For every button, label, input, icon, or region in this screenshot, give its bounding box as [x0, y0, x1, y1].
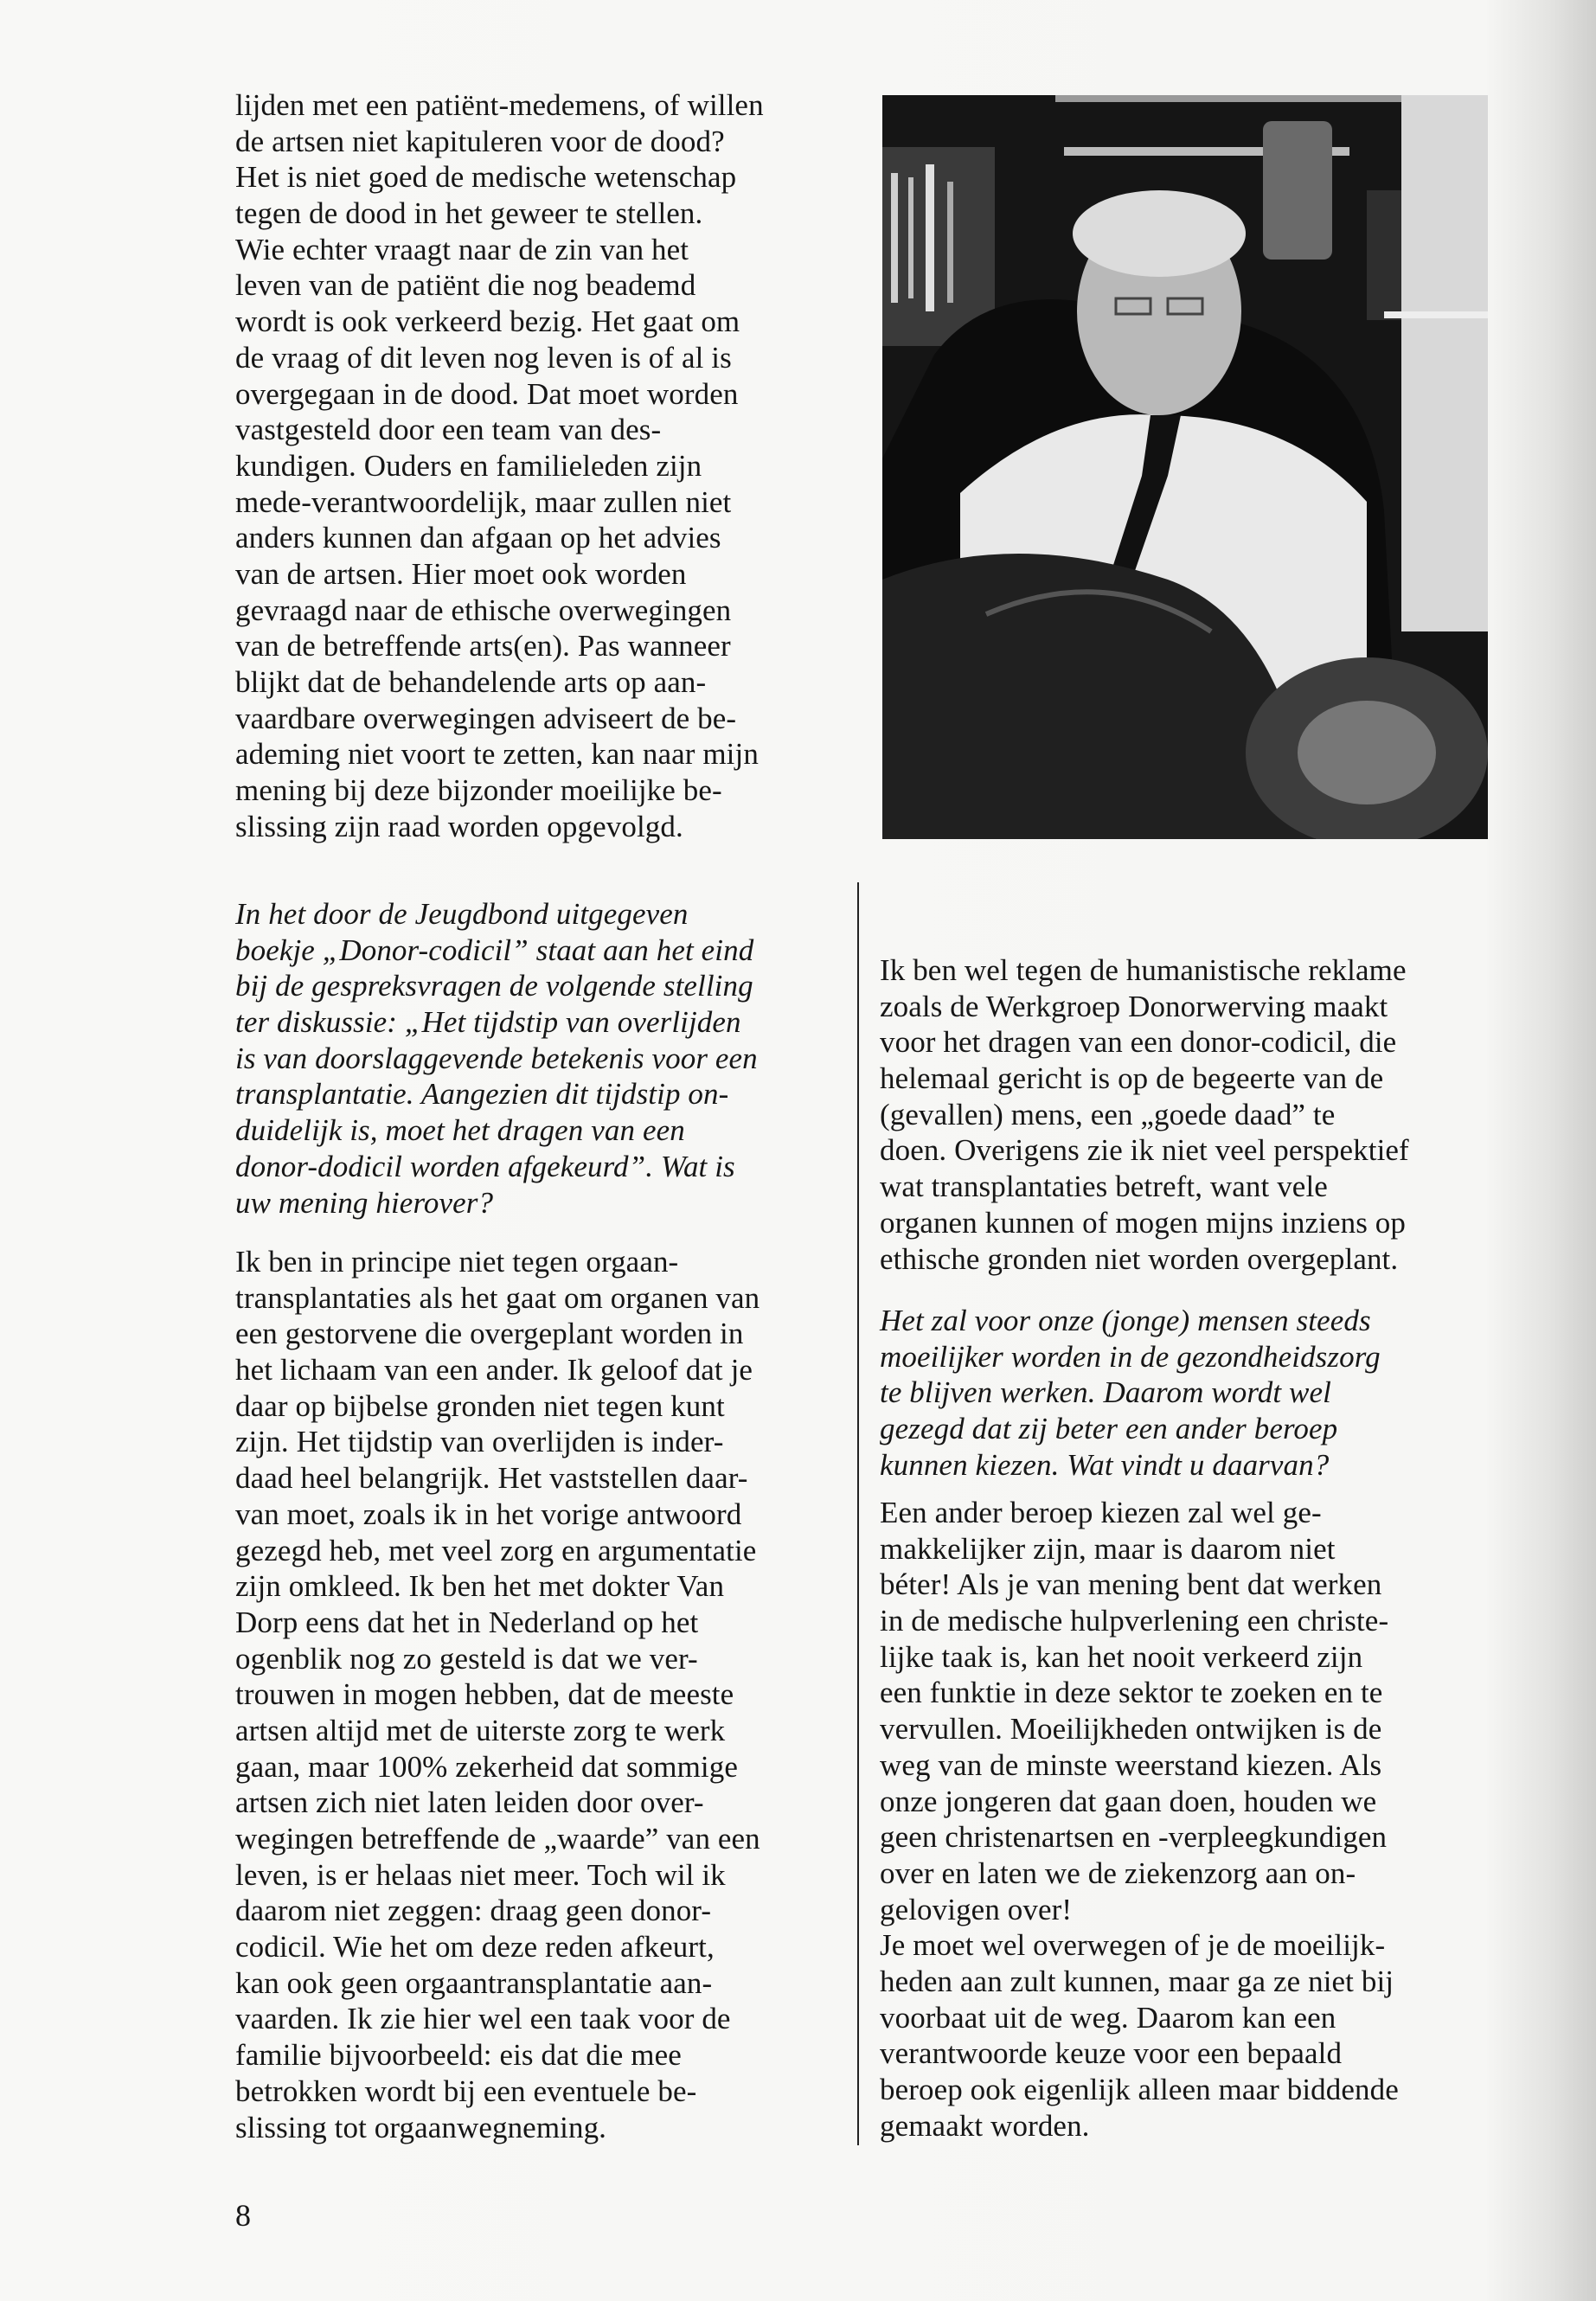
text-line: In het door de Jeugdbond uitgegeven	[235, 897, 689, 931]
text-line: ademing niet voort te zetten, kan naar mijn	[235, 737, 759, 772]
text-line: van moet, zoals ik in het vorige antwoord	[235, 1497, 742, 1531]
text-line: te blijven werken. Daarom wordt wel	[880, 1375, 1331, 1410]
text-line: voor het dragen van een donor-codicil, die	[880, 1025, 1397, 1060]
text-line: van de betreffende arts(en). Pas wanneer	[235, 629, 731, 663]
text-line: Het is niet goed de medische wetenschap	[235, 160, 737, 195]
text-line: voorbaat uit de weg. Daarom kan een	[880, 2000, 1336, 2035]
text-line: tegen de dood in het geweer te stellen.	[235, 196, 703, 231]
text-line: kunnen kiezen. Wat vindt u daarvan?	[880, 1447, 1330, 1482]
text-line: daad heel belangrijk. Het vaststellen daar-	[235, 1461, 748, 1496]
text-line: gemaakt worden.	[880, 2108, 1090, 2143]
right-answer	[880, 1495, 1399, 2144]
text-line: ter diskussie: „Het tijdstip van overlijden	[235, 1005, 741, 1040]
text-line: codicil. Wie het om deze reden afkeurt,	[235, 1930, 715, 1965]
text-line: familie bijvoorbeeld: eis dat die mee	[235, 2038, 682, 2073]
text-line: (gevallen) mens, een „goede daad” te	[880, 1097, 1336, 1131]
text-line: ogenblik nog zo gesteld is dat we ver-	[235, 1641, 698, 1676]
text-line: de vraag of dit leven nog leven is of al is	[235, 340, 732, 375]
text-line: de artsen niet kapituleren voor de dood?	[235, 124, 725, 158]
text-line: trouwen in mogen hebben, dat de meeste	[235, 1677, 734, 1712]
text-line: vaarden. Ik zie hier wel een taak voor de	[235, 2002, 731, 2036]
text-line: Dorp eens dat het in Nederland op het	[235, 1605, 699, 1639]
text-line: boekje „Donor-codicil” staat aan het eind	[235, 933, 754, 967]
portrait-photo-image	[882, 95, 1488, 839]
text-line: moeilijker worden in de gezondheidszorg	[880, 1339, 1381, 1374]
text-line: béter! Als je van mening bent dat werken	[880, 1567, 1382, 1602]
text-line: heden aan zult kunnen, maar ga ze niet bij	[880, 1964, 1394, 1998]
text-line: slissing zijn raad worden opgevolgd.	[235, 809, 683, 843]
text-line: helemaal gericht is op de begeerte van de	[880, 1061, 1384, 1096]
text-line: daarom niet zeggen: draag geen donor-	[235, 1894, 712, 1928]
text-line: zijn. Het tijdstip van overlijden is inder-	[235, 1425, 724, 1459]
text-line: wegingen betreffende de „waarde” van een	[235, 1822, 760, 1856]
text-line: leven van de patiënt die nog beademd	[235, 268, 696, 303]
text-line: vaardbare overwegingen adviseert de be-	[235, 701, 737, 735]
text-line: geen christenartsen en -verpleegkundigen	[880, 1820, 1388, 1855]
left-question	[235, 896, 758, 1221]
text-line: een funktie in deze sektor te zoeken en te	[880, 1676, 1383, 1710]
text-line: is van doorslaggevende betekenis voor een	[235, 1041, 758, 1075]
text-line: kan ook geen orgaantransplantatie aan-	[235, 1965, 713, 2000]
text-line: donor-dodicil worden afgekeurd”. Wat is	[235, 1149, 735, 1183]
portrait-photo	[882, 95, 1488, 839]
text-line: zijn omkleed. Ik ben het met dokter Van	[235, 1569, 725, 1604]
text-line: onze jongeren dat gaan doen, houden we	[880, 1784, 1377, 1818]
text-line: weg van de minste weerstand kiezen. Als	[880, 1747, 1382, 1782]
text-line: betrokken wordt bij een eventuele be-	[235, 2073, 697, 2108]
right-question	[880, 1303, 1381, 1483]
text-line: gezegd dat zij beter een ander beroep	[880, 1412, 1338, 1446]
text-line: uw mening hierover?	[235, 1185, 494, 1220]
text-line: mening bij deze bijzonder moeilijke be-	[235, 773, 722, 808]
text-line: Ik ben in principe niet tegen orgaan-	[235, 1245, 679, 1279]
text-line: een gestorvene die overgeplant worden in	[235, 1317, 744, 1351]
text-line: Een ander beroep kiezen zal wel ge-	[880, 1496, 1322, 1529]
text-line: duidelijk is, moet het dragen van een	[235, 1113, 685, 1148]
page-number: 8	[235, 2198, 251, 2233]
text-line: het lichaam van een ander. Ik geloof dat je	[235, 1353, 753, 1388]
text-line: transplantaties als het gaat om organen van	[235, 1280, 760, 1315]
text-line: van de artsen. Hier moet ook worden	[235, 556, 687, 591]
text-line: Ik ben wel tegen de humanistische reklame	[880, 953, 1407, 987]
text-line: Het zal voor onze (jonge) mensen steeds	[880, 1304, 1371, 1337]
text-line: vastgesteld door een team van des-	[235, 413, 662, 447]
text-line: makkelijker zijn, maar is daarom niet	[880, 1531, 1336, 1566]
text-line: kundigen. Ouders en familieleden zijn	[235, 448, 702, 483]
text-line: artsen altijd met de uiterste zorg te werk	[235, 1713, 726, 1747]
left-answer	[235, 1244, 760, 2145]
text-line: lijden met een patiënt-medemens, of willen	[235, 88, 764, 122]
text-line: slissing tot orgaanwegneming.	[235, 2110, 607, 2144]
text-line: mede-verantwoordelijk, maar zullen niet	[235, 484, 732, 519]
text-line: in de medische hulpverlening een christe-	[880, 1604, 1389, 1638]
text-line: wat transplantaties betreft, want vele	[880, 1170, 1328, 1204]
text-line: gevraagd naar de ethische overwegingen	[235, 593, 732, 627]
text-line: Je moet wel overwegen of je de moeilijk-	[880, 1928, 1386, 1963]
text-line: verantwoorde keuze voor een bepaald	[880, 2036, 1343, 2071]
column-divider	[857, 882, 859, 2145]
text-line: zoals de Werkgroep Donorwerving maakt	[880, 989, 1388, 1023]
left-paragraph-1	[235, 87, 764, 844]
text-line: gelovigen over!	[880, 1892, 1073, 1926]
text-line: leven, is er helaas niet meer. Toch wil ik	[235, 1857, 726, 1892]
text-line: daar op bijbelse gronden niet tegen kunt	[235, 1388, 725, 1423]
text-line: organen kunnen of mogen mijns inziens op	[880, 1205, 1406, 1240]
text-line: gaan, maar 100% zekerheid dat sommige	[235, 1749, 738, 1784]
text-line: beroep ook eigenlijk alleen maar biddende	[880, 2073, 1399, 2106]
text-line: vervullen. Moeilijkheden ontwijken is de	[880, 1712, 1382, 1747]
text-line: ethische gronden niet worden overgeplant.	[880, 1241, 1399, 1276]
text-line: artsen zich niet laten leiden door over-	[235, 1785, 704, 1820]
text-line: transplantatie. Aangezien dit tijdstip on-	[235, 1077, 729, 1112]
text-line: overgegaan in de dood. Dat moet worden	[235, 376, 739, 411]
right-paragraph-1	[880, 952, 1409, 1277]
text-line: wordt is ook verkeerd bezig. Het gaat om	[235, 304, 740, 339]
text-line: over en laten we de ziekenzorg aan on-	[880, 1856, 1356, 1890]
text-line: bij de gespreksvragen de volgende stelling	[235, 969, 753, 1003]
text-line: blijkt dat de behandelende arts op aan-	[235, 665, 707, 699]
text-line: gezegd heb, met veel zorg en argumentatie	[235, 1533, 757, 1567]
text-line: lijke taak is, kan het nooit verkeerd zijn	[880, 1639, 1363, 1674]
text-line: doen. Overigens zie ik niet veel perspektief	[880, 1133, 1409, 1168]
text-line: anders kunnen dan afgaan op het advies	[235, 521, 721, 555]
text-line: Wie echter vraagt naar de zin van het	[235, 232, 689, 266]
